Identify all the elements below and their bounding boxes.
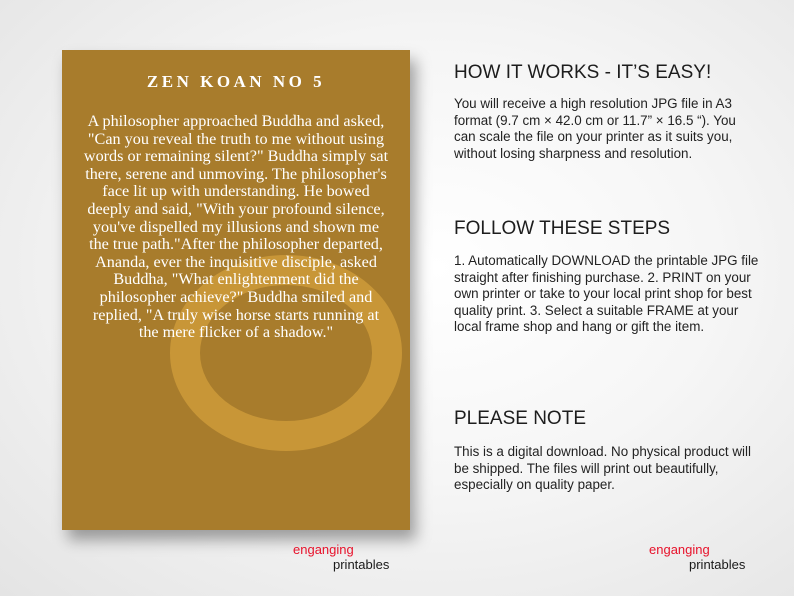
steps-text: 1. Automatically DOWNLOAD the printable JPG file straight after finishing purchase. 2. PRINT on your own printer or take to your local print shop for best quality print. 3. Select a suitable FRAME at your local frame shop and hang or gift the item. bbox=[454, 253, 759, 334]
brand-logo-left bbox=[293, 542, 389, 572]
how-it-works-heading: HOW IT WORKS - IT’S EASY! bbox=[454, 62, 712, 83]
brand-line-2: printables bbox=[333, 557, 390, 572]
poster-body: A philosopher approached Buddha and asked, "Can you reveal the truth to me without using words or remaining silent?" Buddha simply sat there, serene and unmoving. The philosopher's face lit up with understanding. He bowed deeply and said, "With your profound silence, you've dispelled my illusions and shown me the true path."After the philosopher departed, Ananda, ever the inquisitive disciple, asked Buddha, "What enlightenment did the philosopher achieve?" Buddha smiled and replied, "A truly wise horse starts running at the mere flicker of a shadow." bbox=[83, 112, 389, 342]
steps-heading: FOLLOW THESE STEPS bbox=[454, 218, 671, 239]
poster-title: ZEN KOAN NO 5 bbox=[146, 72, 326, 91]
brand-line-1: enganging bbox=[293, 542, 354, 557]
note-text: This is a digital download. No physical product will be shipped. The files will print out beautifully, especially on quality paper. bbox=[454, 444, 751, 492]
note-heading: PLEASE NOTE bbox=[454, 408, 586, 429]
brand-line-2: printables bbox=[689, 557, 746, 572]
brand-line-1: enganging bbox=[649, 542, 710, 557]
poster-artwork bbox=[62, 50, 410, 530]
how-it-works-text: You will receive a high resolution JPG file in A3 format (9.7 cm × 42.0 cm or 11.7” × 16.5 “). You can scale the file on your printer as it suits you, without losing sharpness and resolution. bbox=[454, 96, 736, 161]
brand-logo-right bbox=[649, 542, 745, 572]
